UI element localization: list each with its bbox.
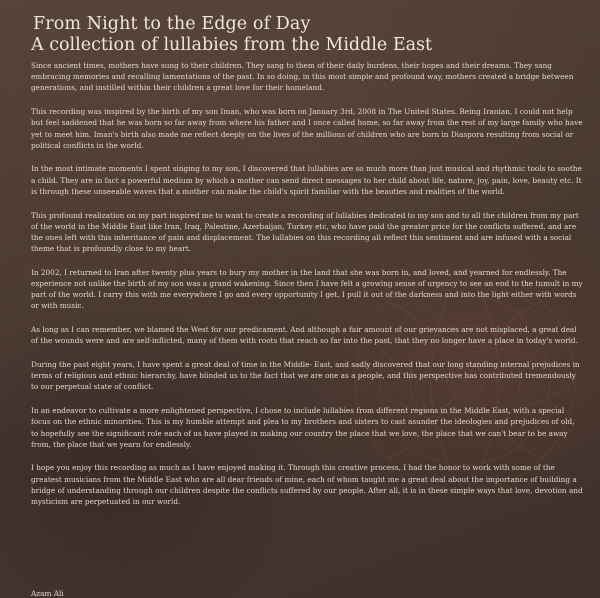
- paragraph-4: This profound realization on my part inspired me to want to create a recording of lullabies dedicated to my son and to all the children from my part of the world in the Middle East like Iran, Iraq, Palestine, Azerbaijan, Turkey etc, who have paid the greater price for the conflicts suffered, and are the ones left with this inheritance of pain and displacement. The lullabies on this recording all reflect this sentiment and are infused with a social theme that is profoundly close to my heart.: [31, 210, 579, 254]
- paragraph-8: In an endeavor to cultivate a more enlightened perspective, I chose to include lullabies from different regions in the Middle East, with a special focus on the ethnic minorities. This is my humble attempt and plea to my brothers and sisters to cast asunder the ideologies and prejudices of old, to hopefully see the significant role each of us have played in making our country the place that we love, the place that we can't bear to be away from, the place that we yearn for endlessly.: [31, 406, 575, 449]
- booklet-text: [31, 14, 583, 520]
- paragraph-2: This recording was inspired by the birth of my son Iman, who was born on January 3rd, 2008 in The United States. Being Iranian, I could not help but feel saddened that he was born so far away from where his father and I once called home, so far away from the rest of my large family who have yet to meet him. Iman's birth also made me reflect deeply on the lives of the millions of children who are born in Diaspora resulting from social or political conflicts in the world.: [31, 107, 583, 150]
- paragraph-9: I hope you enjoy this recording as much as I have enjoyed making it. Through this creative process, I had the honor to work with some of the greatest musicians from the Middle East who are all dear friends of mine, each of whom taught me a great deal about the importance of building a bridge of understanding through our children despite the conflicts suffered by our people. After all, it is in these simple ways that love, devotion and mysticism are perpetuated in our world.: [31, 463, 583, 507]
- paragraph-3: In the most intimate moments I spent singing to my son, I discovered that lullabies are so much more than just musical and rhythmic tools to soothe a child. They are in fact a powerful medium by which a mother can send direct messages to her child about life, nature, joy, pain, love, beauty etc. It is through these unseeable waves that a mother can make the child's spirit familiar with the beauties and realities of the world.: [31, 164, 582, 196]
- paragraph-6: As long as I can remember, we blamed the West for our predicament. And although a fair amount of our grievances are not misplaced, a great deal of the wounds were and are self-inflicted, many of them with roots that reach so far into the past, that they no longer have a place in today's world.: [31, 325, 578, 346]
- signature: Azam Ali: [31, 589, 64, 598]
- paragraph-5: In 2002, I returned to Iran after twenty plus years to bury my mother in the land that she was born in, and loved, and yearned for endlessly. The experience not unlike the birth of my son was a grand wakening. Since then I have felt a growing sense of urgency to see an end to the tumult in my part of the world. I carry this with me everywhere I go and every opportunity I get, I pull it out of the darkness and into the light either with words or with music.: [31, 267, 583, 311]
- paragraph-7: During the past eight years, I have spent a great deal of time in the Middle- East, and sadly discovered that our long standing internal prejudices in terms of religious and ethnic hierarchy, have blinded us to the fact that we are one as a people, and this perspective has contributed tremendously to our perpetual state of conflict.: [31, 360, 580, 392]
- page-title: From Night to the Edge of Day: [33, 14, 311, 34]
- paragraph-1: Since ancient times, mothers have sung to their children. They sang to them of their daily burdens, their hopes and their dreams. They sang embracing memories and recalling lamentations of the past. In so doing, in this most simple and profound way, mothers created a bridge between generations, and instilled within their children a great love for their homeland.: [31, 61, 574, 93]
- page-subtitle: A collection of lullabies from the Middle East: [31, 35, 433, 55]
